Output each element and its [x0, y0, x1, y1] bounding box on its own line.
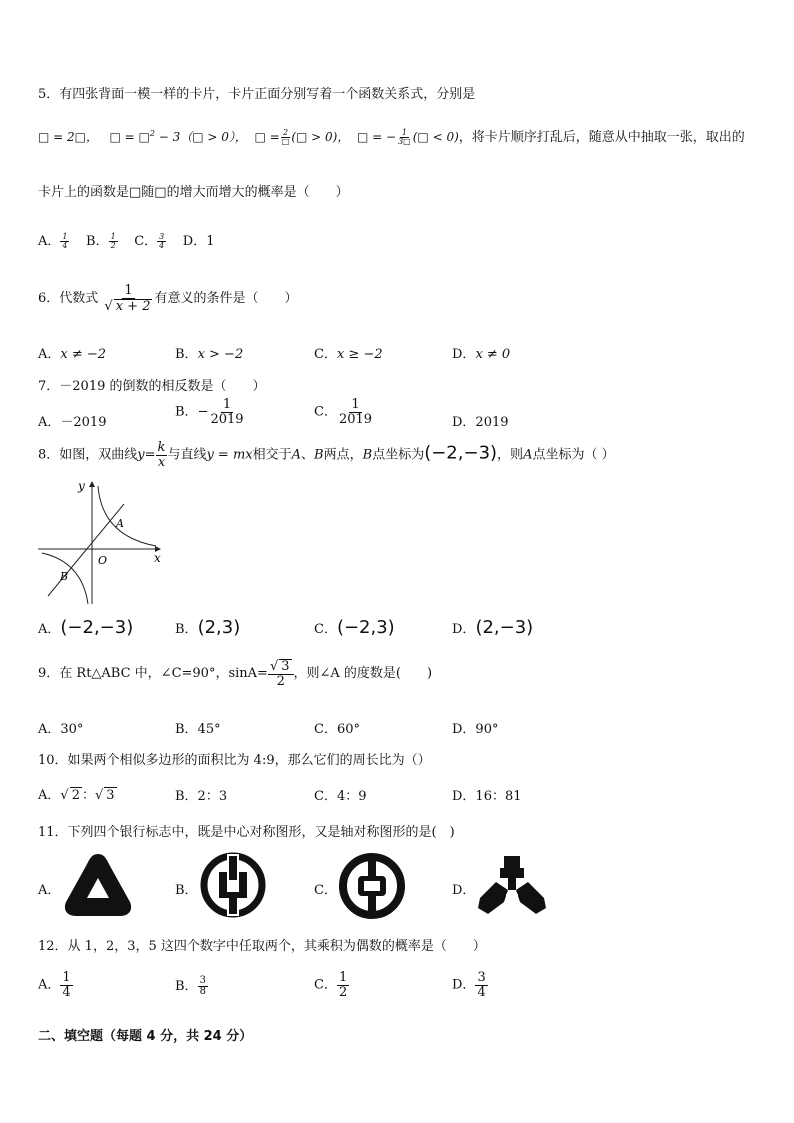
q12-stem: 12．从 1，2，3，5 这四个数字中任取两个，其乘积为偶数的概率是（ ） [38, 939, 486, 954]
q8-x-label: x [154, 551, 161, 565]
q5-stem: 5．有四张背面一模一样的卡片，卡片正面分别写着一个函数关系式，分别是 [38, 87, 476, 102]
q8-hyperbola-branch-1 [98, 486, 156, 546]
q9-option-b: B．45° [175, 722, 221, 737]
q7-option-a: A．－2019 [38, 415, 107, 430]
q11-logo-c-boc [338, 852, 406, 920]
q9-option-a: A．30° [38, 722, 84, 737]
q11-logo-b-icbc [200, 852, 266, 918]
q8-point-a: A [116, 517, 124, 530]
q7-option-b: B．− $\frac{1}{2019}$ [175, 397, 244, 427]
q11-logo-a-triangle [62, 852, 134, 918]
q10-stem: 10．如果两个相似多边形的面积比为 4:9，那么它们的周长比为（） [38, 753, 431, 768]
q8-origin-label: O [98, 554, 108, 567]
q11-option-b-label: B． [175, 883, 198, 898]
q8-option-b: B．(2,3) [175, 617, 241, 638]
q11-stem: 11．下列四个银行标志中，既是中心对称图形，又是轴对称图形的是( ) [38, 825, 455, 840]
q7-stem: 7．－2019 的倒数的相反数是（ ） [38, 379, 266, 394]
q8-graph [36, 478, 166, 606]
q8-stem: 8．如图，双曲线y= $\frac{k}{x}$ 与直线y = mx相交于A、B两点，B点坐标为(−2,−3)，则A点坐标为（ ） [38, 440, 615, 470]
q6-option-c: C．x ≥ −2 [314, 347, 383, 362]
q6-option-b: B．x > −2 [175, 347, 244, 362]
q5-line3: 卡片上的函数是□随□的增大而增大的概率是（ ） [38, 185, 349, 200]
q6-option-d: D．x ≠ 0 [452, 347, 511, 362]
q9-stem: 9．在 Rt△ABC 中，∠C=90°，sinA= $\frac{√ 3}{2}$ ，则∠A 的度数是( ) [38, 659, 433, 689]
q12-option-d: D． $\frac{3}{4}$ [452, 970, 486, 1000]
q8-option-a: A．(−2,−3) [38, 617, 134, 638]
q9-option-c: C．60° [314, 722, 360, 737]
q9-option-d: D．90° [452, 722, 499, 737]
q8-point-b: B [60, 570, 69, 583]
q7-option-c: C． $\frac{1}{2019}$ [314, 397, 373, 427]
q12-option-c: C． $\frac{1}{2}$ [314, 970, 348, 1000]
q11-logo-d-ccb [476, 852, 548, 916]
q12-option-a: A． $\frac{1}{4}$ [38, 970, 71, 1000]
q12-option-b: B． $\frac{3}{8}$ [175, 974, 206, 997]
q8-option-c: C．(−2,3) [314, 617, 395, 638]
q10-option-d: D．16：81 [452, 789, 522, 804]
q10-option-c: C．4：9 [314, 789, 367, 804]
q5-functions: □ = 2□， □ = □$^2$ − 3（□ > 0）， □ = $\frac{2}{□}$ (□ > 0)， □ = − $\frac{1}{3□}$ (□ < 0)，将卡片顺序打乱后，随意从中抽取一张，取出的 [38, 127, 745, 146]
q7-option-d: D．2019 [452, 415, 509, 430]
q6-option-a: A．x ≠ −2 [38, 347, 107, 362]
q8-y-label: y [78, 479, 85, 493]
q8-option-d: D．(2,−3) [452, 617, 534, 638]
q6-stem: 6．代数式 $\frac{1}{√ x + 2}$ 有意义的条件是（ ） [38, 283, 298, 314]
q11-option-a-label: A． [38, 883, 61, 898]
q10-option-b: B．2：3 [175, 789, 228, 804]
q11-option-c-label: C． [314, 883, 337, 898]
q11-option-d-label: D． [452, 883, 476, 898]
section-heading-fill-in: 二、填空题（每题 4 分，共 24 分） [38, 1029, 253, 1044]
q5-options: A． $\frac{1}{4}$ B． $\frac{1}{2}$ C． $\frac{3}{4}$ D．1 [38, 231, 215, 250]
q10-option-a: A．√ 2 ：√ 3 [38, 788, 115, 803]
